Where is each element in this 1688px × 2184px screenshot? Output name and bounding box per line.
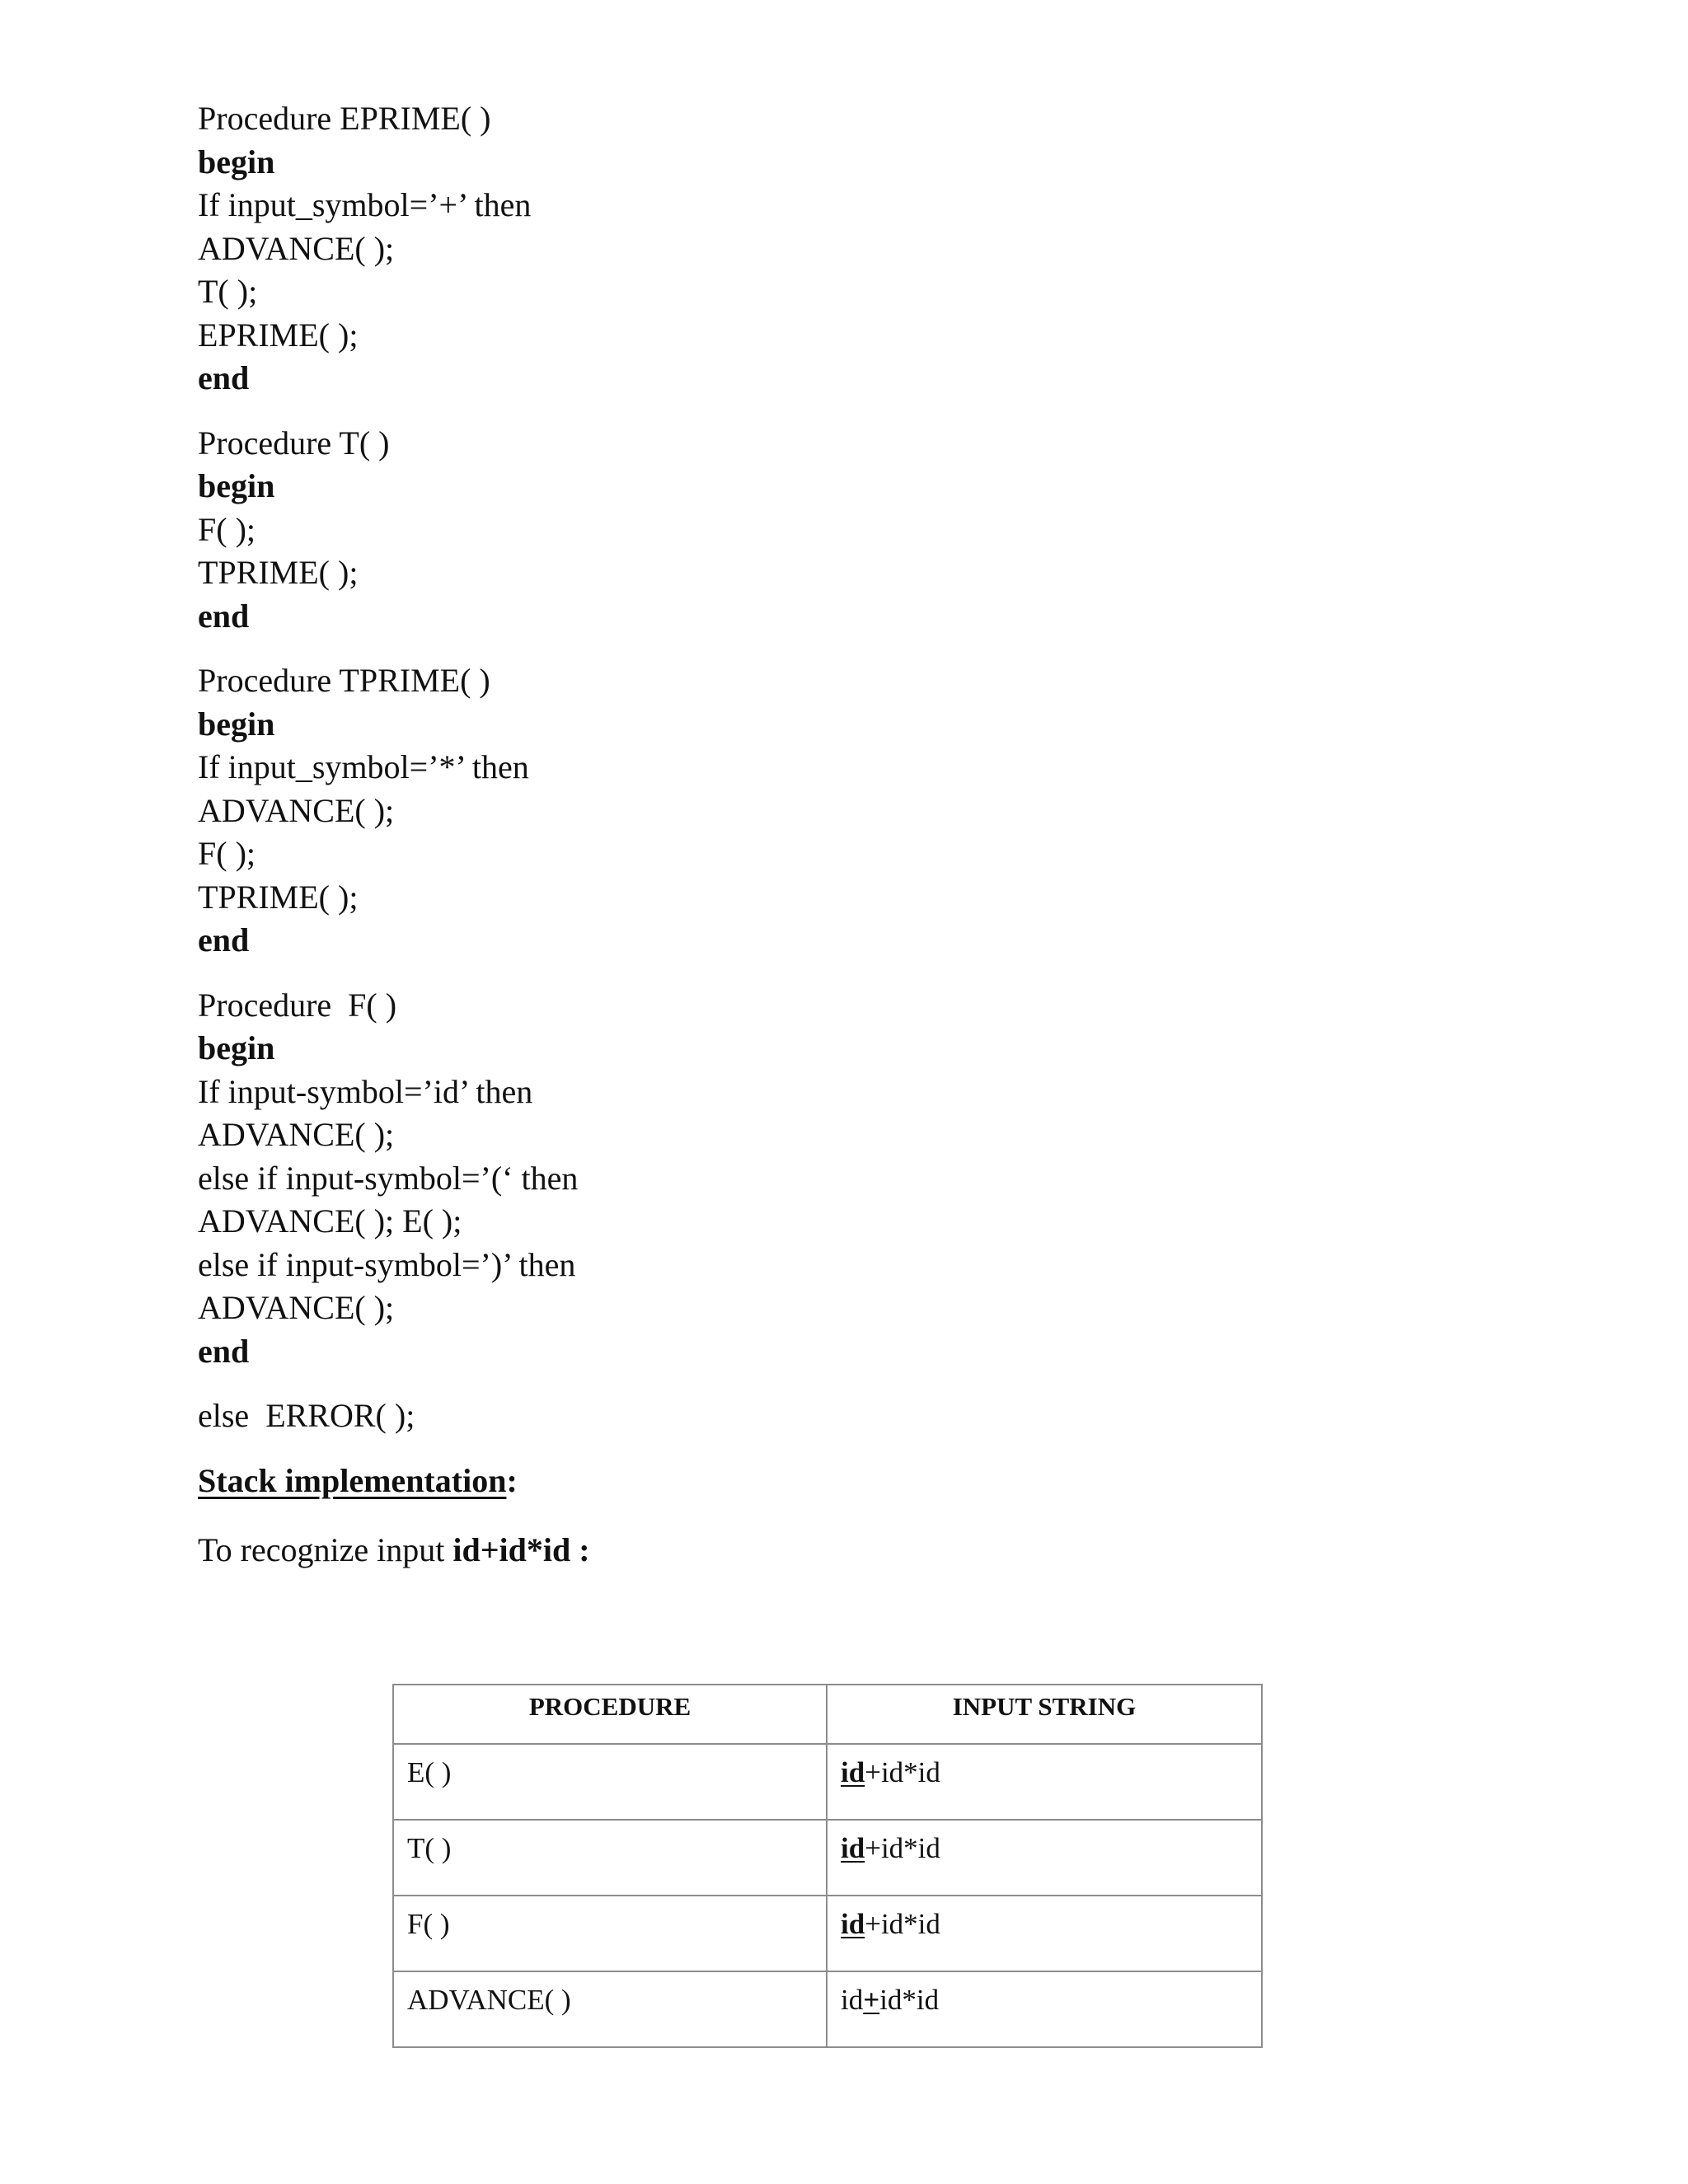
table-header-row xyxy=(393,1685,1262,1744)
begin-keyword: begin xyxy=(198,143,275,180)
end-keyword: end xyxy=(198,359,250,396)
code-line: If input-symbol=’id’ then xyxy=(198,1072,533,1110)
code-line: ADVANCE( ); xyxy=(198,791,395,829)
procedure-tprime xyxy=(198,659,1599,963)
procedure-header: Procedure EPRIME( ) xyxy=(198,100,491,137)
procedure-cell: E( ) xyxy=(393,1744,827,1820)
input-pointer-mark: id xyxy=(841,1756,865,1788)
procedure-f xyxy=(198,984,1599,1374)
table-row xyxy=(393,1896,1262,1971)
input-pre: id xyxy=(841,1984,864,2016)
end-keyword: end xyxy=(198,921,250,958)
code-line: EPRIME( ); xyxy=(198,316,359,354)
code-line: else if input-symbol=’(‘ then xyxy=(198,1159,579,1197)
code-line: ADVANCE( ); xyxy=(198,1116,395,1153)
code-line: ADVANCE( ); E( ); xyxy=(198,1202,462,1240)
procedure-cell: ADVANCE( ) xyxy=(393,1971,827,2047)
input-pointer-mark: + xyxy=(863,1984,880,2016)
input-string-cell xyxy=(827,1744,1262,1820)
input-post: +id*id xyxy=(865,1908,940,1940)
else-error-block xyxy=(198,1394,1599,1438)
code-line: else if input-symbol=’)’ then xyxy=(198,1245,576,1283)
code-line: If input_symbol=’+’ then xyxy=(198,186,532,223)
input-pointer-mark: id xyxy=(841,1908,865,1940)
code-line: F( ); xyxy=(198,510,256,548)
intro-text: To recognize input xyxy=(198,1530,453,1568)
input-post: +id*id xyxy=(865,1832,940,1864)
table-row xyxy=(393,1744,1262,1820)
intro-line xyxy=(198,1529,1599,1572)
table-row xyxy=(393,1971,1262,2047)
procedure-t xyxy=(198,422,1599,639)
document-page xyxy=(198,97,1599,1572)
stack-table xyxy=(392,1684,1263,2048)
input-string-column-header: INPUT STRING xyxy=(827,1685,1262,1744)
procedure-header: Procedure TPRIME( ) xyxy=(198,662,490,699)
stack-heading-colon: : xyxy=(506,1461,518,1499)
input-string-cell xyxy=(827,1820,1262,1896)
procedure-header: Procedure F( ) xyxy=(198,986,397,1024)
procedure-eprime xyxy=(198,97,1599,401)
code-line: TPRIME( ); xyxy=(198,554,359,591)
input-string-cell xyxy=(827,1896,1262,1971)
else-error-line: else ERROR( ); xyxy=(198,1397,415,1434)
input-post: id*id xyxy=(879,1984,940,2016)
table-row xyxy=(393,1820,1262,1896)
intro-input: id+id*id : xyxy=(452,1530,590,1568)
input-pointer-mark: id xyxy=(841,1832,865,1864)
stack-heading xyxy=(198,1460,1599,1502)
code-line: ADVANCE( ); xyxy=(198,1289,395,1326)
code-line: ADVANCE( ); xyxy=(198,229,395,267)
procedure-cell: T( ) xyxy=(393,1820,827,1896)
code-line: TPRIME( ); xyxy=(198,878,359,916)
stack-heading-text: Stack implementation xyxy=(198,1461,507,1499)
code-line: If input_symbol=’*’ then xyxy=(198,748,529,785)
procedure-column-header: PROCEDURE xyxy=(393,1685,827,1744)
begin-keyword: begin xyxy=(198,1029,275,1066)
begin-keyword: begin xyxy=(198,467,275,504)
end-keyword: end xyxy=(198,597,250,635)
code-line: F( ); xyxy=(198,835,256,872)
procedure-cell: F( ) xyxy=(393,1896,827,1971)
end-keyword: end xyxy=(198,1332,250,1370)
input-post: +id*id xyxy=(865,1756,940,1788)
procedure-header: Procedure T( ) xyxy=(198,424,390,462)
begin-keyword: begin xyxy=(198,705,275,743)
input-string-cell xyxy=(827,1971,1262,2047)
code-line: T( ); xyxy=(198,273,258,310)
